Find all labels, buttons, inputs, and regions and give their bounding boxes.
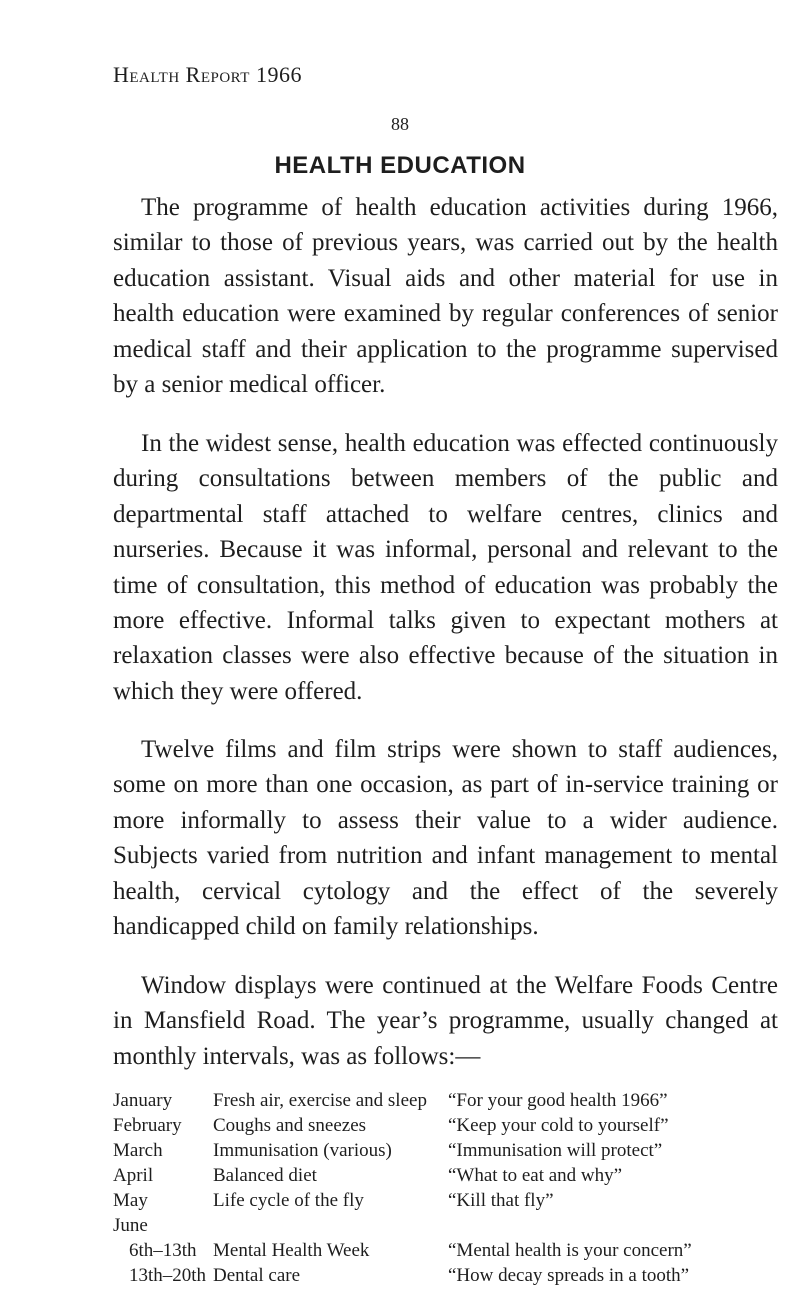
schedule-slogan: “What to eat and why”	[448, 1165, 623, 1186]
schedule-month: May	[113, 1190, 148, 1211]
schedule-slogan: “Mental health is your concern”	[448, 1240, 692, 1261]
schedule-row	[113, 1213, 793, 1238]
schedule-topic: Mental Health Week	[213, 1240, 370, 1261]
running-header: Health Report 1966	[113, 62, 302, 87]
display-schedule	[113, 1088, 793, 1288]
schedule-row	[113, 1238, 793, 1263]
schedule-topic: Coughs and sneezes	[213, 1115, 367, 1136]
schedule-month: April	[113, 1165, 154, 1186]
schedule-topic: Immunisation (various)	[213, 1140, 392, 1161]
schedule-slogan: “For your good health 1966”	[448, 1090, 668, 1111]
section-title: HEALTH EDUCATION	[274, 152, 526, 179]
schedule-slogan	[448, 1213, 793, 1238]
paragraph: Window displays were continued at the Welfare Foods Centre in Mansfield Road. The year’s programme, usually changed at monthly intervals, was as follows:—	[113, 972, 778, 1070]
schedule-month: February	[113, 1115, 182, 1136]
schedule-slogan: “Kill that fly”	[448, 1190, 554, 1211]
paragraph: In the widest sense, health education was effected continuously during consultations between members of the public and departmental staff attached to welfare centres, clinics and nurseries. Because it was informal, personal and relevant to the time of consultation, this method of education was probably the more effective. Informal talks given to expectant mothers at relaxation classes were also effective because of the situation in which they were offered.	[113, 430, 778, 705]
schedule-row	[113, 1263, 793, 1288]
schedule-row	[113, 1088, 793, 1113]
schedule-row	[113, 1138, 793, 1163]
schedule-month: June	[113, 1215, 148, 1236]
schedule-slogan: “Keep your cold to yourself”	[448, 1115, 669, 1136]
schedule-topic: Balanced diet	[213, 1165, 317, 1186]
schedule-row	[113, 1188, 793, 1213]
schedule-month: January	[113, 1090, 173, 1111]
paragraph: The programme of health education activities during 1966, similar to those of previous years, was carried out by the health education assistant. Visual aids and other material for use in health education were examined by regular conferences of senior medical staff and their application to the programme supervised by a senior medical officer.	[113, 194, 778, 399]
schedule-month: March	[113, 1140, 163, 1161]
schedule-month: 6th–13th	[129, 1240, 197, 1261]
schedule-month: 13th–20th	[129, 1265, 207, 1286]
paragraph: Twelve films and film strips were shown to staff audiences, some on more than one occasion, as part of in-service training or more informally to assess their value to a wider audience. Subjects varied from nutrition and infant management to mental health, cervical cytology and the effect of the severely handicapped child on family relationships.	[113, 736, 778, 941]
schedule-row	[113, 1163, 793, 1188]
schedule-topic: Fresh air, exercise and sleep	[213, 1090, 427, 1111]
schedule-topic	[213, 1213, 448, 1238]
schedule-topic: Life cycle of the fly	[213, 1190, 364, 1211]
schedule-slogan: “Immunisation will protect”	[448, 1140, 663, 1161]
schedule-slogan: “How decay spreads in a tooth”	[448, 1265, 690, 1286]
page-number: 88	[391, 114, 409, 134]
schedule-row	[113, 1113, 793, 1138]
schedule-topic: Dental care	[213, 1265, 301, 1286]
